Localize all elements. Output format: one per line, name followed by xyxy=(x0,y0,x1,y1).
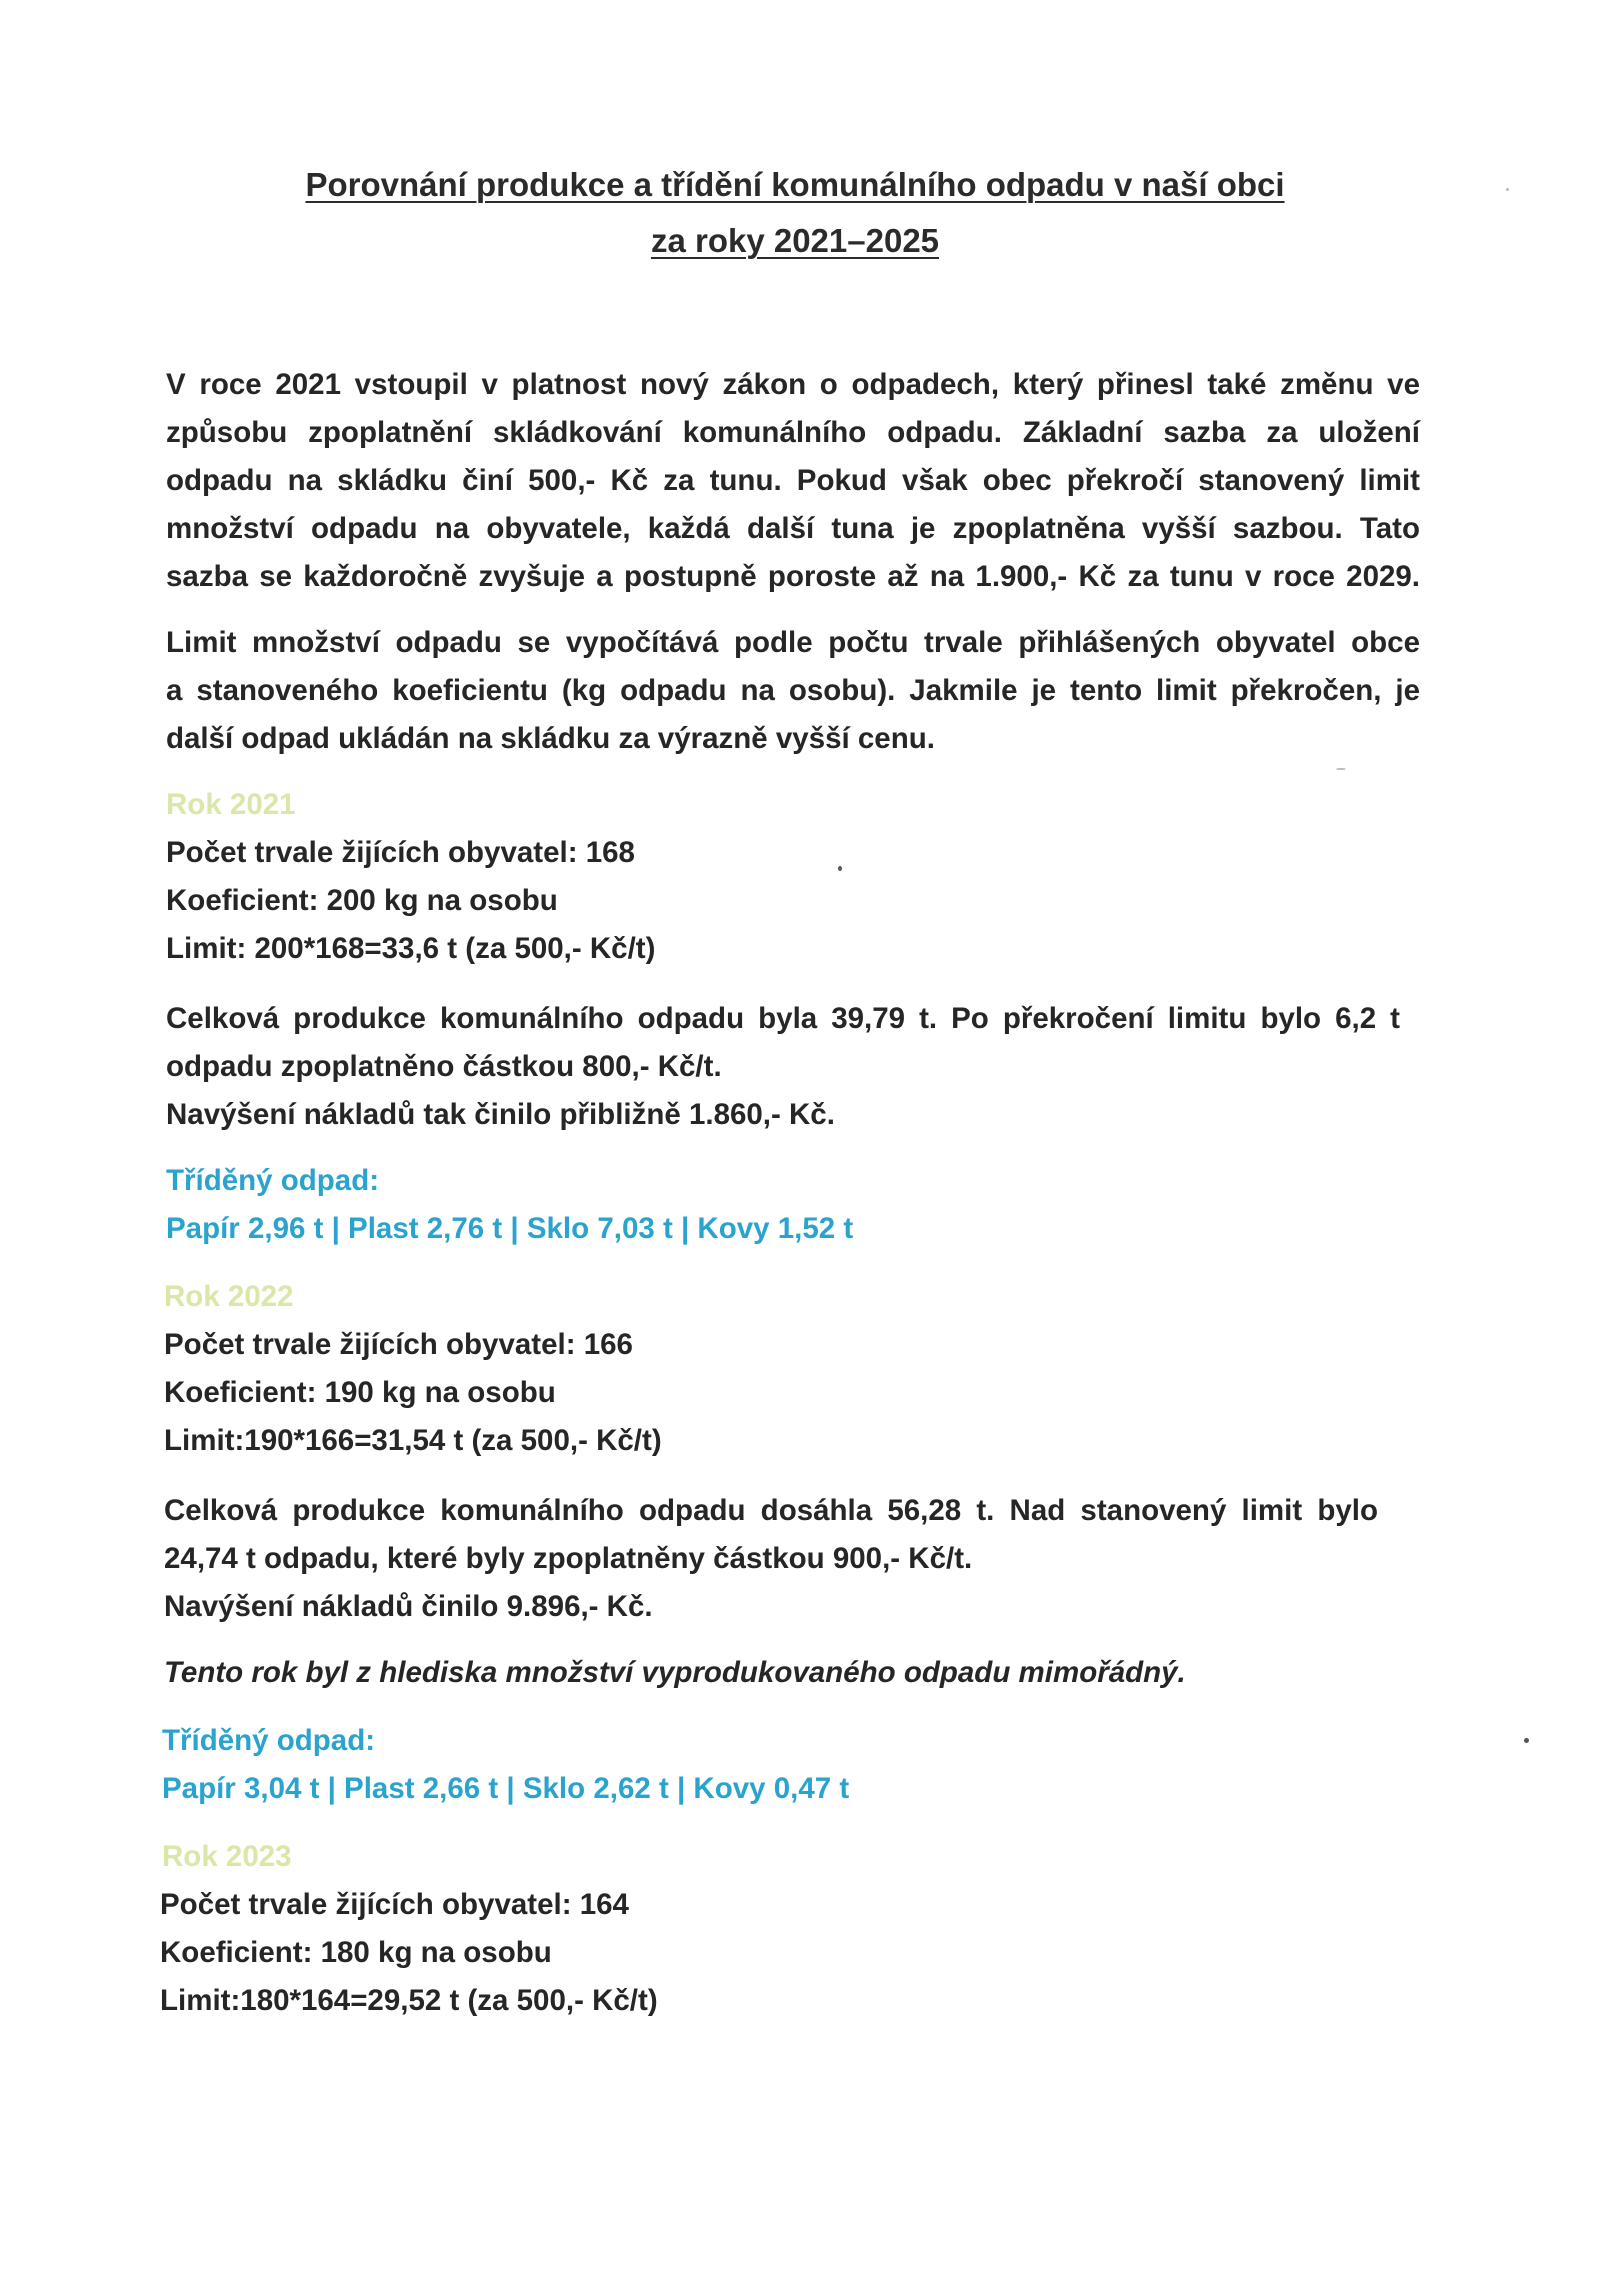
year-2022-production-line: Navýšení nákladů činilo 9.896,- Kč. xyxy=(164,1590,653,1623)
year-2021-sorted-values: Papír 2,96 t | Plast 2,76 t | Sklo 7,03 t | Kovy 1,52 t xyxy=(166,1212,854,1245)
document-title-line-2: za roky 2021–2025 xyxy=(650,222,940,259)
year-2022-limit: Limit:190*166=31,54 t (za 500,- Kč/t) xyxy=(164,1424,662,1457)
year-2023-heading: Rok 2023 xyxy=(162,1840,292,1873)
intro-p1-line: způsobu zpoplatnění skládkování komunálního odpadu. Základní sazba za uložení xyxy=(166,416,1420,449)
year-2022-heading: Rok 2022 xyxy=(164,1280,294,1313)
year-2022-production-line: 24,74 t odpadu, které byly zpoplatněny částkou 900,- Kč/t. xyxy=(164,1542,973,1575)
scan-speck xyxy=(1336,768,1346,770)
document-title-line-1: Porovnání produkce a třídění komunálního odpadu v naší obci xyxy=(305,166,1285,203)
intro-p1-line: sazba se každoročně zvyšuje a postupně poroste až na 1.900,- Kč za tunu v roce 2029. xyxy=(166,560,1420,593)
year-2021-limit: Limit: 200*168=33,6 t (za 500,- Kč/t) xyxy=(166,932,656,965)
year-2021-production-line: Celková produkce komunálního odpadu byla 39,79 t. Po překročení limitu bylo 6,2 t xyxy=(166,1002,1400,1035)
year-2023-coefficient: Koeficient: 180 kg na osobu xyxy=(160,1936,552,1969)
intro-p2-line: Limit množství odpadu se vypočítává podle počtu trvale přihlášených obyvatel obce xyxy=(166,626,1420,659)
scan-speck xyxy=(1524,1738,1529,1743)
year-2021-sorted-heading: Tříděný odpad: xyxy=(166,1164,380,1197)
intro-p1-line: množství odpadu na obyvatele, každá další tuna je zpoplatněna vyšší sazbou. Tato xyxy=(166,512,1420,545)
intro-p2-line: a stanoveného koeficientu (kg odpadu na osobu). Jakmile je tento limit překročen, je xyxy=(166,674,1420,707)
year-2021-heading: Rok 2021 xyxy=(166,788,296,821)
year-2022-sorted-values: Papír 3,04 t | Plast 2,66 t | Sklo 2,62 t | Kovy 0,47 t xyxy=(162,1772,850,1805)
intro-p1-line: V roce 2021 vstoupil v platnost nový zákon o odpadech, který přinesl také změnu ve xyxy=(166,368,1420,401)
year-2022-sorted-heading: Tříděný odpad: xyxy=(162,1724,376,1757)
year-2022-production-line: Celková produkce komunálního odpadu dosáhla 56,28 t. Nad stanovený limit bylo xyxy=(164,1494,1378,1527)
intro-p2-line: další odpad ukládán na skládku za výrazně vyšší cenu. xyxy=(166,722,935,755)
year-2023-residents: Počet trvale žijících obyvatel: 164 xyxy=(160,1888,629,1921)
year-2021-coefficient: Koeficient: 200 kg na osobu xyxy=(166,884,558,917)
scan-speck xyxy=(838,866,842,871)
year-2022-note: Tento rok byl z hlediska množství vyprodukovaného odpadu mimořádný. xyxy=(164,1656,1186,1689)
year-2023-limit: Limit:180*164=29,52 t (za 500,- Kč/t) xyxy=(160,1984,658,2017)
intro-p1-line: odpadu na skládku činí 500,- Kč za tunu. Pokud však obec překročí stanovený limit xyxy=(166,464,1420,497)
year-2021-production-line: Navýšení nákladů tak činilo přibližně 1.860,- Kč. xyxy=(166,1098,835,1131)
year-2021-production-line: odpadu zpoplatněno částkou 800,- Kč/t. xyxy=(166,1050,722,1083)
year-2022-coefficient: Koeficient: 190 kg na osobu xyxy=(164,1376,556,1409)
year-2022-residents: Počet trvale žijících obyvatel: 166 xyxy=(164,1328,633,1361)
scan-speck xyxy=(1506,188,1509,191)
year-2021-residents: Počet trvale žijících obyvatel: 168 xyxy=(166,836,635,869)
